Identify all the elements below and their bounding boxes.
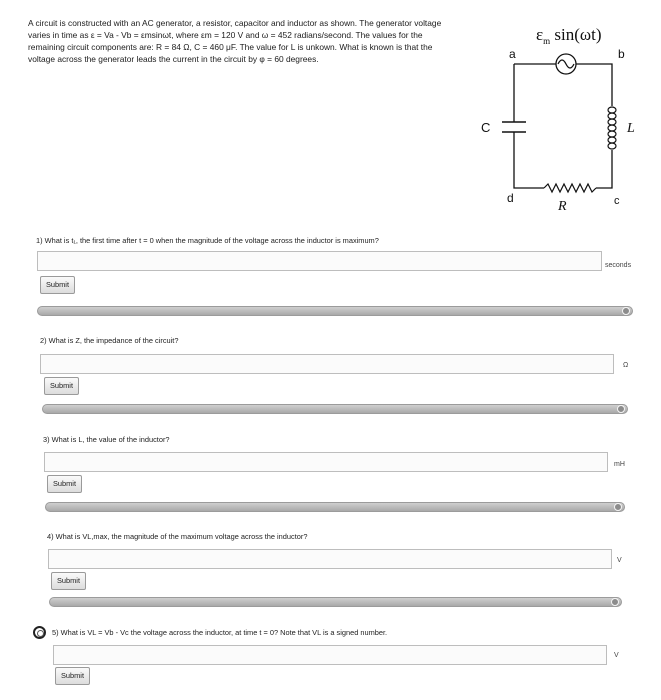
feedback-bar-2[interactable] xyxy=(42,404,628,414)
expand-dot-icon xyxy=(611,598,619,606)
unit-label-4: V xyxy=(617,557,622,564)
circuit-wires xyxy=(514,64,612,188)
circuit-diagram xyxy=(476,14,656,214)
answer-input-2[interactable] xyxy=(40,354,614,374)
submit-button-4[interactable]: Submit xyxy=(51,572,86,590)
answer-input-3[interactable] xyxy=(44,452,608,472)
node-d-label: d xyxy=(507,191,514,205)
submit-button-2[interactable]: Submit xyxy=(44,377,79,395)
ac-source-icon xyxy=(556,54,576,74)
source-expression: sin(ωt) xyxy=(550,25,602,44)
unit-label-2: Ω xyxy=(623,362,629,369)
feedback-bar-3[interactable] xyxy=(45,502,625,512)
submit-button-1[interactable]: Submit xyxy=(40,276,75,294)
source-emf-subscript: m xyxy=(543,36,551,46)
question-2-text: 2) What is Z, the impedance of the circuit? xyxy=(40,336,179,345)
unit-label-1: seconds xyxy=(605,262,632,269)
unit-label-5: V xyxy=(614,652,619,659)
node-c-label: c xyxy=(614,195,620,207)
inductor-label: L xyxy=(627,121,635,136)
expand-dot-icon xyxy=(622,307,630,315)
source-label xyxy=(536,25,601,46)
resistor-label: R xyxy=(558,199,567,214)
answer-input-5[interactable] xyxy=(53,645,607,665)
problem-line-3: remaining circuit components are: R = 84 Ω, C = 460 μF. The value for L is unkown. What is known is that the xyxy=(28,42,433,52)
question-5-text: 5) What is VL = Vb - Vc the voltage across the inductor, at time t = 0? Note that VL is a signed number. xyxy=(52,628,388,637)
submit-button-3[interactable]: Submit xyxy=(47,475,82,493)
problem-line-1: A circuit is constructed with an AC generator, a resistor, capacitor and inductor as shown. The generator voltage xyxy=(28,18,442,28)
feedback-bar-1[interactable] xyxy=(37,306,633,316)
answer-input-4[interactable] xyxy=(48,549,612,569)
answer-input-1[interactable] xyxy=(37,251,602,271)
unit-label-3: mH xyxy=(614,461,625,468)
question-1-text: 1) What is t₁, the first time after t = 0 when the magnitude of the voltage across the inductor is maximum? xyxy=(36,236,379,245)
submit-button-5[interactable]: Submit xyxy=(55,667,90,685)
problem-statement xyxy=(28,17,483,65)
question-4-text: 4) What is VL,max, the magnitude of the maximum voltage across the inductor? xyxy=(47,532,308,541)
problem-line-2: varies in time as ε = Va - Vb = εmsinωt, where εm = 120 V and ω = 452 radians/second. The values for the xyxy=(28,30,423,40)
node-b-label: b xyxy=(618,47,625,61)
source-emf-symbol: ε xyxy=(536,25,544,44)
feedback-bar-4[interactable] xyxy=(49,597,622,607)
problem-line-4: voltage across the generator leads the current in the circuit by φ = 60 degrees. xyxy=(28,54,319,64)
capacitor-icon xyxy=(502,122,526,132)
resistor-icon xyxy=(544,184,596,192)
question-3-text: 3) What is L, the value of the inductor? xyxy=(43,435,170,444)
expand-dot-icon xyxy=(614,503,622,511)
node-a-label: a xyxy=(509,47,516,61)
inductor-icon xyxy=(608,107,616,149)
expand-dot-icon xyxy=(617,405,625,413)
capacitor-label: C xyxy=(481,120,491,135)
radio-circle-icon xyxy=(33,626,46,639)
